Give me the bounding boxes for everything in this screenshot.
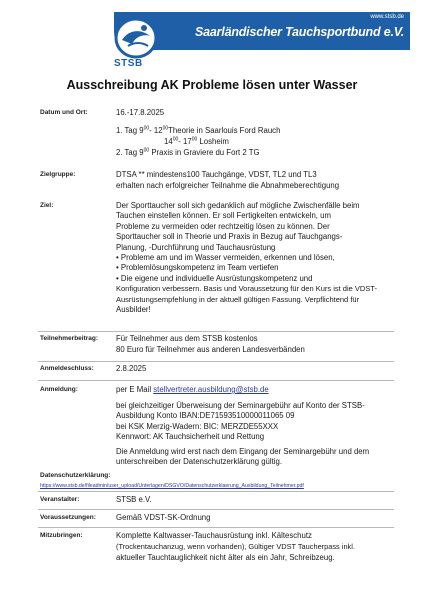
page-title: Ausschreibung AK Probleme lösen unter Wasser <box>66 78 358 92</box>
mitzubringen-line2: (Trockentauchanzug, wenn vorhanden), Gültiger VDST Taucherpass inkl. <box>116 542 355 551</box>
ziel-line: Sporttaucher soll in Theorie und Praxis in Bezug auf Tauchgangs- <box>116 232 343 242</box>
anmeldung-note-line: Die Anmeldung wird erst nach dem Eingang der Seminargebühr und dem <box>116 447 370 456</box>
divider <box>38 491 394 492</box>
mail-link[interactable]: stellvertreter.ausbildung@stsb.de <box>153 385 269 394</box>
anmeldung-line: Ausbildung Konto IBAN:DE71593510000011065 09 <box>116 411 295 421</box>
ziel-line: Planung, -Durchführung und Tauchausrüstung <box>116 242 276 252</box>
anmeldung-line: bei KSK Merzig-Wadern: BIC: MERZDE55XXX <box>116 421 279 431</box>
label-datenschutz: Datenschutzerklärung: <box>40 472 111 479</box>
anmeldung-mail-line <box>116 385 269 395</box>
divider <box>38 361 394 362</box>
ziel-bullet: • Die eigene und individuelle Ausrüstungskompetenz und <box>116 273 313 283</box>
anmeldung-line: bei gleichzeitiger Überweisung der Seminargebühr auf Konto der STSB- <box>116 401 365 410</box>
value-veranstalter: STSB e.V. <box>116 495 152 504</box>
anmeldung-note <box>116 447 369 468</box>
divider <box>38 527 394 528</box>
anmeldung-note-line: unterschreiben der Datenschutzerklärung gültig. <box>116 457 282 467</box>
label-ziel: Ziel: <box>40 202 54 209</box>
label-voraussetzungen: Voraussetzungen: <box>40 514 96 521</box>
value-datum: 16.-17.8.2025 <box>116 108 165 117</box>
divider <box>38 509 394 510</box>
mail-prefix: per E Mail <box>116 385 154 394</box>
ziel-line: Konfiguration verbessern. Basis und Voraussetzung für den Kurs ist die VDST- <box>116 284 377 294</box>
value-voraussetzungen: Gemäß VDST-SK-Ordnung <box>116 513 211 522</box>
label-datum: Datum und Ort: <box>40 109 88 116</box>
anmeldung-text <box>116 401 365 443</box>
ziel-bullet: • Probleme am und im Wasser vermeiden, erkennen und lösen, <box>116 253 335 263</box>
label-zielgruppe: Zielgruppe: <box>40 171 76 178</box>
divider <box>38 380 394 381</box>
stsb-logo-icon <box>114 14 174 62</box>
mitzubringen-line1: Komplette Kaltwasser-Tauchausrüstung inkl. Kälteschutz <box>116 531 312 540</box>
label-beitrag: Teilnehmerbeitrag: <box>40 335 99 342</box>
label-anmeldeschluss: Anmeldeschluss: <box>40 365 94 372</box>
mitzubringen-line3: aktueller Tauchtauglichkeit nicht älter als ein Jahr, Schreibzeug. <box>116 553 335 562</box>
value-anmeldeschluss: 2.8.2025 <box>116 364 147 373</box>
beitrag-line2: 80 Euro für Teilnehmer aus anderen Landesverbänden <box>116 345 305 354</box>
ziel-line: Probleme zu vermeiden oder rechtzeitig lösen zu können. Der <box>116 221 330 231</box>
anmeldung-line: Kennwort: AK Tauchsicherheit und Rettung <box>116 432 265 442</box>
ziel-line: Ausbilder! <box>116 305 151 315</box>
schedule-day2: 2. Tag $9^{00}$ Praxis in Graviere du Fort 2 TG <box>116 147 260 157</box>
ziel-line: Der Sporttaucher soll sich gedanklich auf mögliche Zwischenfälle beim <box>116 201 360 210</box>
divider <box>38 331 394 332</box>
schedule-day1-morning: 1. Tag $9^{00}-$ $12^{00}Theorie$ in Saarlouis Ford Rauch <box>116 125 281 135</box>
label-anmeldung: Anmeldung: <box>40 386 78 393</box>
ziel-text <box>116 201 377 315</box>
logo-abbreviation: STSB <box>114 58 143 69</box>
datenschutz-link[interactable]: https://www.stsb.de/fileadmin/user_upload/Unterlagen/DSGVO/Datenschutzerklaerung_Ausbildung_Teilnehmer.pdf <box>40 483 304 489</box>
ziel-line: Ausrüstungsempfehlung in der aktuell gültigen Fassung. Verpflichtend für <box>116 294 360 304</box>
zielgruppe-line2: erhalten nach erfolgreicher Teilnahme die Abnahmeberechtigung <box>116 181 340 190</box>
ziel-bullet: • Problemlösungskompetenz im Team vertiefen <box>116 263 279 273</box>
label-mitzubringen: Mitzubringen: <box>40 532 83 539</box>
ziel-line: Tauchen einstellen können. Er soll Fertigkeiten entwickeln, um <box>116 211 331 221</box>
beitrag-line1: Für Teilnehmer aus dem STSB kostenlos <box>116 334 258 343</box>
header-org-name: Saarländischer Tauchsportbund e.V. <box>194 25 404 39</box>
header-url: www.stsb.de <box>370 14 404 20</box>
zielgruppe-line1: DTSA ** mindestens100 Tauchgänge, VDST, TL2 und TL3 <box>116 170 317 179</box>
label-veranstalter: Veranstalter: <box>40 496 80 503</box>
schedule-day1-afternoon: $14^{00}-$ $17^{00}$ Losheim <box>164 136 229 146</box>
